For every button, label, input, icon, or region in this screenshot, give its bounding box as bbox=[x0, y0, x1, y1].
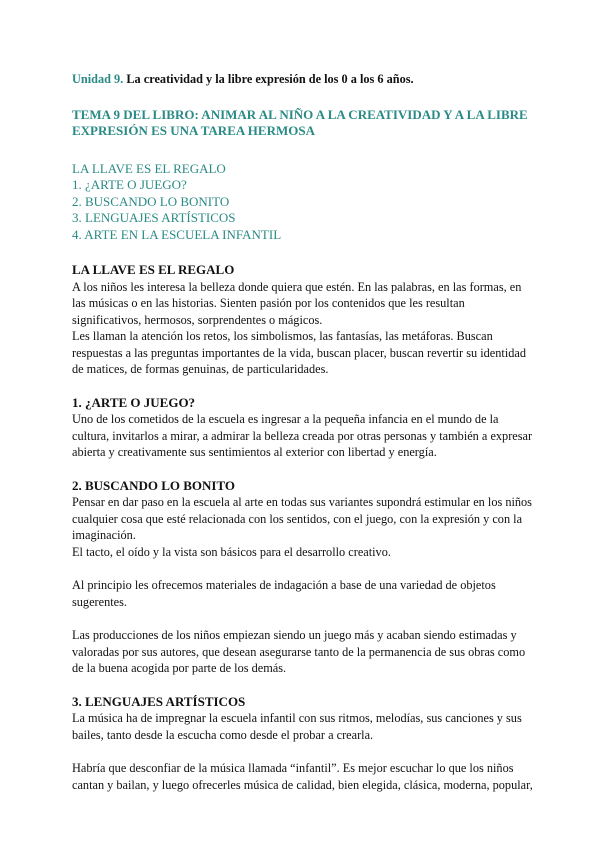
text-line: de la buena acogida por parte de los demás. bbox=[72, 661, 287, 675]
text-line: cualquier cosa que esté relacionada con los sentidos, con el juego, con la expresión y con la bbox=[72, 511, 523, 526]
text-line: Las producciones de los niños empiezan siendo un juego más y acaban siendo estimadas y bbox=[72, 628, 517, 642]
text-line: abierta y creativamente sus sentimientos al exterior con libertad y energía. bbox=[72, 445, 437, 459]
paragraph bbox=[72, 411, 532, 461]
paragraph bbox=[72, 494, 532, 560]
paragraph bbox=[72, 577, 532, 610]
text-line: valoradas por sus autores, que desean asegurarse tanto de la permanencia de sus obras como bbox=[72, 644, 526, 659]
tema-title-line: EXPRESIÓN ES UNA TAREA HERMOSA bbox=[72, 123, 315, 138]
paragraph bbox=[72, 279, 532, 378]
toc-item: 2. BUSCANDO LO BONITO bbox=[72, 193, 230, 209]
text-line: Al principio les ofrecemos materiales de indagación a base de una variedad de objetos bbox=[72, 578, 496, 592]
text-line: las músicas o en las historias. Sienten pasión por los contenidos que les resultan bbox=[72, 296, 465, 310]
paragraph bbox=[72, 760, 532, 793]
text-line: Les llaman la atención los retos, los simbolismos, las fantasías, las metáforas. Buscan bbox=[72, 329, 493, 343]
text-line: Uno de los cometidos de la escuela es ingresar a la pequeña infancia en el mundo de la bbox=[72, 412, 499, 426]
unit-heading bbox=[72, 71, 532, 88]
tema-title-line: TEMA 9 DEL LIBRO: ANIMAR AL NIÑO A LA CREATIVIDAD Y A LA LIBRE bbox=[72, 106, 528, 122]
text-line: cantan y bailan, y luego ofrecerles música de calidad, bien elegida, clásica, moderna, popular, bbox=[72, 777, 533, 792]
section-la-llave bbox=[72, 262, 532, 378]
text-line: sugerentes. bbox=[72, 594, 127, 609]
unit-label: Unidad 9. bbox=[72, 72, 124, 86]
section-heading: 1. ¿ARTE O JUEGO? bbox=[72, 394, 196, 410]
toc-item: 1. ¿ARTE O JUEGO? bbox=[72, 177, 187, 192]
tema-title bbox=[72, 107, 532, 140]
toc-item: 3. LENGUAJES ARTÍSTICOS bbox=[72, 210, 236, 225]
section-arte-o-juego bbox=[72, 395, 532, 461]
text-line: imaginación. bbox=[72, 528, 136, 542]
text-line: Habría que desconfiar de la música llamada “infantil”. Es mejor escuchar lo que los niños bbox=[72, 761, 514, 775]
text-line: respuestas a las preguntas importantes de la vida, buscan placer, buscan revertir su identidad bbox=[72, 345, 526, 360]
toc-item: LA LLAVE ES EL REGALO bbox=[72, 160, 226, 176]
section-heading: LA LLAVE ES EL REGALO bbox=[72, 262, 235, 277]
section-heading: 3. LENGUAJES ARTÍSTICOS bbox=[72, 693, 246, 709]
text-line: A los niños les interesa la belleza donde quiera que estén. En las palabras, en las formas, en bbox=[72, 279, 522, 294]
section-lenguajes-artisticos bbox=[72, 694, 532, 794]
section-buscando-lo-bonito bbox=[72, 478, 532, 677]
text-line: cultura, invitarlos a mirar, a admirar la belleza creada por otras personas y también a expresar bbox=[72, 428, 533, 443]
paragraph bbox=[72, 627, 532, 677]
text-line: El tacto, el oído y la vista son básicos para el desarrollo creativo. bbox=[72, 544, 391, 559]
section-heading: 2. BUSCANDO LO BONITO bbox=[72, 477, 236, 493]
table-of-contents bbox=[72, 161, 532, 244]
text-line: bailes, tanto desde la escucha como desde el probar a crearla. bbox=[72, 727, 374, 742]
text-line: Pensar en dar paso en la escuela al arte en todas sus variantes supondrá estimular en los niños bbox=[72, 495, 532, 509]
toc-item: 4. ARTE EN LA ESCUELA INFANTIL bbox=[72, 226, 282, 242]
text-line: significativos, hermosos, sorprendentes o mágicos. bbox=[72, 312, 323, 327]
unit-title: La creatividad y la libre expresión de los 0 a los 6 años. bbox=[126, 72, 414, 86]
paragraph bbox=[72, 710, 532, 743]
text-line: de matices, de formas genuinas, de particularidades. bbox=[72, 362, 329, 376]
document-body bbox=[72, 71, 532, 793]
text-line: La música ha de impregnar la escuela infantil con sus ritmos, melodías, sus canciones y sus bbox=[72, 711, 522, 725]
